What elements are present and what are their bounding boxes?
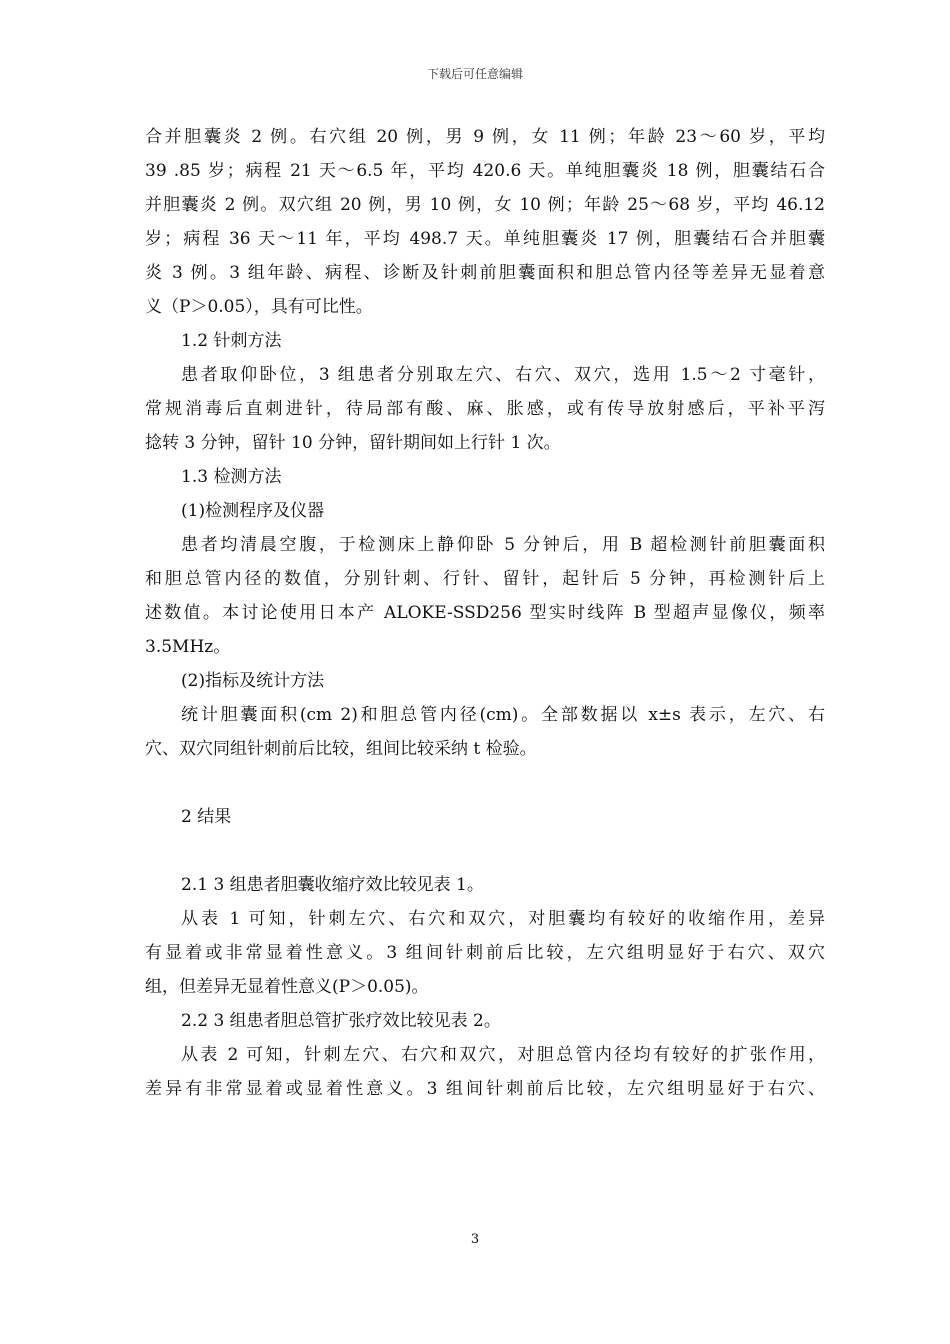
subsection-heading-1: (1)检测程序及仪器 bbox=[181, 501, 325, 521]
spacer bbox=[145, 834, 825, 868]
subsection-heading-2: (2)指标及统计方法 bbox=[181, 671, 325, 691]
paragraph-line: 常规消毒后直刺进针，待局部有酸、麻、胀感，或有传导放射感后，平补平泻 bbox=[145, 399, 825, 419]
paragraph-line: 3.5MHz。 bbox=[145, 637, 231, 657]
paragraph-line: 统计胆囊面积(cm 2)和胆总管内径(cm)。全部数据以 x±s 表示，左穴、右 bbox=[181, 705, 825, 725]
section-heading-2-2: 2.2 3 组患者胆总管扩张疗效比较见表 2。 bbox=[181, 1011, 501, 1031]
paragraph-line: 39 .85 岁；病程 21 天～6.5 年，平均 420.6 天。单纯胆囊炎 18 例，胆囊结石合 bbox=[145, 161, 825, 181]
section-heading-2: 2 结果 bbox=[181, 807, 232, 827]
paragraph-line: 述数值。本讨论使用日本产 ALOKE-SSD256 型实时线阵 B 型超声显像仪，频率 bbox=[145, 603, 825, 623]
paragraph-line: 有显着或非常显着性意义。3 组间针刺前后比较，左穴组明显好于右穴、双穴 bbox=[145, 943, 825, 963]
spacer bbox=[145, 766, 825, 800]
paragraph-line: 合并胆囊炎 2 例。右穴组 20 例，男 9 例，女 11 例；年龄 23～60 岁，平均 bbox=[145, 127, 825, 147]
page-header: 下载后可任意编辑 bbox=[426, 67, 523, 81]
section-heading-1-3: 1.3 检测方法 bbox=[181, 467, 282, 487]
paragraph-line: 并胆囊炎 2 例。双穴组 20 例，男 10 例，女 10 例；年龄 25～68 岁，平均 46.12 bbox=[145, 195, 825, 215]
paragraph-line: 从表 1 可知，针刺左穴、右穴和双穴，对胆囊均有较好的收缩作用，差异 bbox=[181, 909, 825, 929]
paragraph-line: 和胆总管内径的数值，分别针刺、行针、留针，起针后 5 分钟，再检测针后上 bbox=[145, 569, 825, 589]
paragraph-line: 捻转 3 分钟，留针 10 分钟，留针期间如上行针 1 次。 bbox=[145, 433, 561, 453]
document-body bbox=[145, 120, 825, 1106]
paragraph-line: 患者取仰卧位，3 组患者分别取左穴、右穴、双穴，选用 1.5～2 寸毫针， bbox=[181, 365, 825, 385]
paragraph-line: 义（P＞0.05），具有可比性。 bbox=[145, 297, 373, 317]
paragraph-line: 岁；病程 36 天～11 年，平均 498.7 天。单纯胆囊炎 17 例，胆囊结石合并胆囊 bbox=[145, 229, 825, 249]
paragraph-line: 穴、双穴同组针刺前后比较，组间比较采纳 t 检验。 bbox=[145, 739, 537, 759]
section-heading-2-1: 2.1 3 组患者胆囊收缩疗效比较见表 1。 bbox=[181, 875, 484, 895]
paragraph-line: 患者均清晨空腹，于检测床上静仰卧 5 分钟后，用 B 超检测针前胆囊面积 bbox=[181, 535, 825, 555]
paragraph-line: 组，但差异无显着性意义(P＞0.05)。 bbox=[145, 977, 429, 997]
paragraph-line: 炎 3 例。3 组年龄、病程、诊断及针刺前胆囊面积和胆总管内径等差异无显着意 bbox=[145, 263, 825, 283]
paragraph-line: 差异有非常显着或显着性意义。3 组间针刺前后比较，左穴组明显好于右穴、 bbox=[145, 1079, 825, 1099]
paragraph-line: 从表 2 可知，针刺左穴、右穴和双穴，对胆总管内径均有较好的扩张作用， bbox=[181, 1045, 825, 1065]
section-heading-1-2: 1.2 针刺方法 bbox=[181, 331, 282, 351]
page-number: 3 bbox=[470, 1232, 480, 1247]
